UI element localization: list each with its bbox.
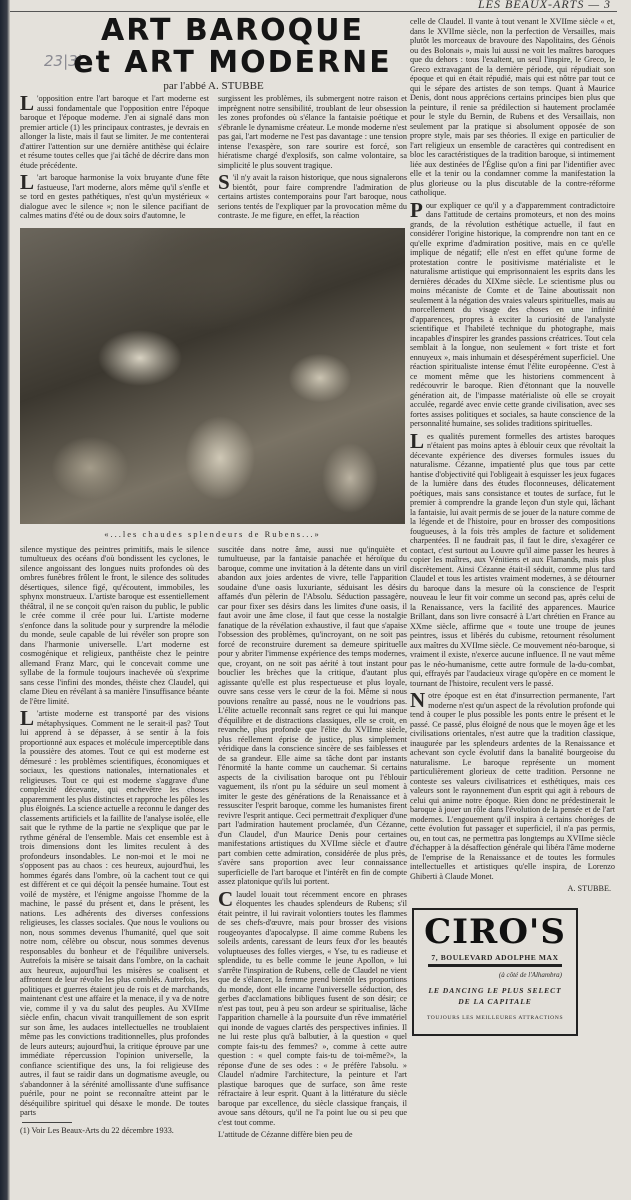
paragraph-text: 'artiste moderne est transporté par des visions métaphysiques. Comment ne le serait-il pas? Tout lui apprend à se dépasser, à se sentir à la fois proportionné aux espaces et molécule imperceptible dans la poussière des atomes. Tout ce qui est moderne est démesuré : les problèmes scientifiques, économiques et sociaux, les questions nationales, internationales et religieuses. Tout ce qui est moderne s'aggrave d'une complexité décevante, qui enchevêtre les choses apparemment les plus distinctes et rapproche les pôles les plus éloignés. La science actuelle a reconnu le danger des classements artificiels et la faillite de l'analyse isolée, elle sait que le rythme de la partie ne s'explique que par le rythme général de l'ensemble. Mais cet ensemble est à trois dimensions dont les limites reculent à des profondeurs insondables. Le non-moi et le moi ne s'opposent pas au chaos : ces heureux, aujourd'hui, les hommes égarés dans l'ombre, où la cachent tout ce qui est différent et ce qui déçoit la pensée humaine. Tout est voilé de mystère, et l'énigme angoisse l'homme de la machine, le passé du présent et, dans le présent, les nations. Les adhérents des diverses confessions religieuses, les classes sociales. Que nous le voulions ou non, nous sommes devenus l'humanité, quel que soit notre nom, célèbre ou obscur, nous sommes devenus responsables du bonheur et de l'équilibre universels. Autrefois la misère se taisait dans l'ombre, on la cachait aux heureux, aujourd'hui les misères se coalisent et affrontent de leur révolte les plus comblés. Autrefois, les politiques et guerres étaient jeu de rois et de marchands, maintenant c'est une affaire et la menace, il y va de notre vie, comme il y va du salut des peuples. Au XVIIme siècle enfin, chacun vivait tranquillement de son esprit sur son âme, les audaces intellectuelles ne troublaient même pas les convictions traditionnelles, plus profondes de leurs auteurs; aujourd'hui, la critique éprouve par une immédiate répercussion l'opinion universelle, la confiance scientifique des uns, la foi religieuse des autres, il faut se raidir dans un dogmatisme aveugle, ou s'abandonner à la sérénité amollissante d'une suffisance puérile, pour ne point se reconnaître atteint par le déséquilibre spirituel qui désaxe le monde. De toutes parts — [20, 709, 209, 1117]
paragraph-text: surgissent les problèmes, ils submergent notre raison et imprègnent notre sensibilité, troublant de leur obsession les zones profondes où s'élance la fantaisie poétique et s'ébranle le dynamisme créateur. Le monde moderne n'est pas gai, l'art moderne ne l'est pas davantage : une tension intense l'exaspère, son rare sourire est forcé, son hiératisme chargé d'explosifs, son calme volontaire, sa simplicité le plus souvent tragique. — [218, 94, 407, 170]
paragraph-text: celle de Claudel. Il vante à tout venant le XVIIme siècle « et, dans le XVIIme siècle, non la perfection de Versailles, mais plutôt les morceaux de bravoure des Napolitains, des Génois ou des Bolonais », mais lui aussi ne voit les maîtres baroques que du dehors : tous l'exaltent, un seul l'inspire, le Greco, le Greco extravagant de la dernière période, qui répudiait son époque et qui en était répudié, mais qui est nôtre par tout ce qui le sépare des artistes de son temps. Quant à Maurice Denis, dont nous apprécions certains principes bien plus que la peinture, il renie sa prédilection si hautement proclamée pour le style du Bernin, de Rubens et des Versaillais, non seulement par la pratique si absolument opposée de son propre style, mais par ses théories. Il exige en particulier de l'art religieux un ensemble de caractères qui contredisent en bloc les caractéristiques de la tradition baroque, si intimement liée aux destinées de l'Église qu'on a fini par l'identifier avec elle et la tenir ou la condamner comme la manifestation la plus glorieuse ou la plus discutable de la contre-réforme catholique. — [410, 17, 615, 197]
byline: par l'abbé A. STUBBE — [163, 80, 264, 92]
paragraph-text: suscitée dans notre âme, aussi nue qu'inquiète et tumultueuse, par la fantaisie panachée et héroïque du baroque, comme une invitation à la détente dans un viril abandon aux joies ardentes de vivre, telle l'apparition soudaine d'une oasis luxuriante, séduisant les désirs affamés d'un pèlerin de l'Absolu. Séduction passagère, car pour fixer ses désirs dans les limites d'une oasis, il faut avoir une âme close, il faut que cesse la nostalgie fanatique de la révélation exhaustive, il faut que s'apaise l'obsession des problèmes, qu'incroyant, on ne soit pas forcé de reconstruire durement sa demeure spirituelle pour y abriter l'immense expérience des temps modernes, que, croyant, on ne soit pas aérité à tout instant pour bouclier les brèches que la critique, d'autant plus agissante qu'elle est plus respectueuse et plus loyale, ouvre sans cesse vers le cœur de la foi. Même si nous pouvions renaître au passé, nous ne le voudrions pas. L'élite actuelle reconnaît sans regret ce qui lui manque d'équilibre et de distractions classiques, elle se croit, en revanche, plus profonde que l'élite du XVIIme siècle, plus réellement éprise de justice, plus simplement véridique dans la conscience sincère de ses faiblesses et de sa grandeur. Elle aime sa tâche dont par instants l'énormité la hante comme un cauchemar. Si certains aspects de la civilisation baroque ont pu l'éblouir vaguement, ils n'ont pu la séduire un seul moment à imiter le geste des générations de la Renaissance et à ressusciter l'esprit baroque, comme les humanistes firent revivre l'esprit antique. Ceci permettrait d'expliquer d'une part l'admiration hautement proclamée, d'un Cézanne, d'un Claudel, d'un Maurice Denis pour certaines manifestations artistiques du XVIIme siècle et d'autre part combien cette admiration, considérée de plus près, s'avère sans proportion avec leur connaissance superficielle de l'art baroque et l'intérêt en fin de compte assez platonique qu'ils lui portent. — [218, 544, 407, 886]
drop-cap: L — [20, 170, 35, 194]
paragraph-text: L'attitude de Cézanne diffère bien peu de — [218, 1130, 353, 1139]
paragraph-text: 'il n'y avait la raison historique, que nous signalerons bientôt, pour faire comprendre l'admiration de certains artistes contemporains pour l'art baroque, nous serions tentés de l'expliquer par la provocation même du contraste. Je me figure, en effet, la réaction — [218, 173, 407, 220]
column-top-middle — [218, 94, 407, 224]
handwritten-date: 23|3| — [44, 52, 83, 70]
footnote-rule — [22, 1122, 72, 1123]
paragraph — [20, 91, 209, 170]
drop-cap: N — [410, 688, 426, 712]
column-bottom-left-wrap — [20, 545, 209, 1143]
paragraph — [218, 94, 407, 170]
paragraph — [20, 545, 209, 707]
paragraph-text: 'opposition entre l'art baroque et l'art moderne est aussi fondamentale que l'opposition entre l'époque baroque et l'époque moderne. J'en ai signalé dans mon premier article (1) les principaux contrastes, je devrais en allonger la liste, mais il faut se limiter. Je me contenterai d'attirer l'attention sur une dernière antithèse qui éclaire et résume toutes celles que j'ai tâché de décrire dans mon étude précédente. — [20, 94, 209, 170]
ciros-advertisement — [412, 908, 578, 1036]
ad-tagline-line2: DE LA CAPITALE — [458, 996, 532, 1006]
scan-edge — [0, 0, 10, 1200]
paragraph — [410, 688, 615, 881]
paragraph — [218, 545, 407, 887]
drop-cap: L — [20, 706, 35, 730]
ad-rule — [428, 964, 562, 967]
title-block — [20, 0, 407, 94]
column-right — [410, 17, 615, 881]
paragraph — [20, 170, 209, 221]
drop-cap: C — [218, 886, 234, 911]
drop-cap: L — [20, 91, 35, 115]
drop-cap: S — [218, 170, 230, 194]
paragraph-text: 'art baroque harmonise la voix bruyante d'une fête fastueuse, l'art moderne, alors même qu'il s'enfle et se tord en gestes pathétiques, n'est qu'un mystérieux « dialogue avec le silence »; non le silence pacifiant de calmes matins d'été ou de doux soirs d'automne, le — [20, 173, 209, 220]
rubens-painting-image — [20, 228, 405, 524]
left-area — [20, 0, 407, 1143]
column-bottom-left — [20, 545, 209, 1118]
top-columns — [20, 91, 407, 224]
ad-aside: (à côté de l'Alhambra) — [498, 970, 562, 979]
drop-cap: L — [410, 428, 425, 453]
paragraph — [410, 197, 615, 429]
running-header: LES BEAUX-ARTS — 3 — [478, 0, 611, 11]
signature: A. STUBBE. — [567, 884, 611, 893]
column-top-left — [20, 91, 209, 224]
paragraph — [218, 1130, 407, 1140]
ad-address: 7, BOULEVARD ADOLPHE MAX — [431, 952, 559, 962]
paragraph — [410, 428, 615, 689]
paragraph-text: otre époque est en état d'insurrection permanente, l'art moderne n'est qu'un aspect de la révolution profonde qui tend à couper le plus possible les ponts entre le présent et le passé. Ce passé, plus éloigné de nous que le moyen âge et les civilisations orientales, n'est autre que la tradition classique, inaugurée par les splendeurs ardentes de la Renaissance et achevant son cycle évolutif dans la banalité bourgeoise du naturalisme. Le baroque représente un moment particulièrement glorieux de cette tradition. Personne ne conteste ses valeurs civilisatrices et esthétiques, mais ces valeurs sont le rayonnement d'un esprit qui agit à rebours de celui qui anime notre époque. Rien donc ne prédestinerait le baroque à jouer un rôle dans l'évolution de la pensée et de l'art modernes. L'engouement qu'il inspira à certains chorèges de cette évolution fut passager et superficiel, il n'a pas permis, ou, en tout cas, ne permettra pas longtemps au XVIIme siècle d'échapper à la désaffection générale qui libéra l'âme moderne de l'emprise de la Renaissance et de toutes les formules intellectuelles et artistiques qu'elle inspira, de Lorenzo Ghiberti à Claude Monet. — [410, 691, 615, 881]
paragraph-text: silence mystique des peintres primitifs, mais le silence tumultueux des océans d'où bondissent les cyclones, le silence angoissant des longues nuits profondes où des ombres funèbres frôlent le front, le silence des solitudes désertiques, silence figé, qu'écoutent, immobiles, les sphynx monstrueux. L'artiste baroque est essentiellement théâtral, il ne se conçoit qu'en raison du public, le public le crée comme il crée pour lui. L'artiste moderne s'enfonce dans la solitude pour y surprendre la mélodie du monde, seule capable de lui révéler son propre son dans l'harmonie universelle. L'art moderne est cosmogénique et religieux, panthéiste chez le peintre allemand Franz Marc, qui le concevait comme une syllabe de la formule toujours inachevée où s'exprime sans cesse l'infini des mondes, théiste chez Claudel, qui clame Dieu en révélant à sa manière l'insuffisance béante de l'être limité. — [20, 544, 209, 706]
image-caption: «...les chaudes splendeurs de Rubens...» — [104, 528, 321, 539]
ad-tagline — [414, 985, 576, 1007]
right-area — [410, 17, 615, 1036]
article-title-line1: ART BAROQUE — [101, 13, 364, 48]
paragraph — [218, 886, 407, 1128]
paragraph — [20, 706, 209, 1118]
ad-brand: CIRO'S — [424, 911, 566, 952]
article-title-line2: et ART MODERNE — [73, 45, 392, 80]
paragraph-text: laudel louait tout récemment encore en phrases éloquentes les chaudes splendeurs de Rubens; s'il était peintre, il lui ravirait volontiers toutes les flammes de ses chefs-d'œuvre, mais pour brosser des visions rougeoyantes d'apocalypse. Il aime comme Rubens les soleils ardents, caressant de leurs feux d'or les beautés voluptueuses des folles vierges, « Yse, tu es radieuse et splendide, tu es belle comme le jeune Apollon, » lui s'arrête l'inspiration de Rubens, celle de Claudel ne vient que de s'élancer, la femme prend bientôt les proportions du monde, dont elle incarne l'universelle séduction, des gerbes d'acclamations bibliques fusent de son désir; ce n'est pas tout, peu à peu son ardeur se spiritualise, lâche l'apparition charnelle à la poursuite d'un rêve immatériel qui inonde de vagues clartés des perspectives infinies. Il ne lui reste plus qu'à balbutier, à la question « quel compte fais-tu des femmes? », comme à cette autre question : « quel compte fais-tu de toi-même?», la réponse d'une de ses odes : « Je préfère l'absolu. » Claudel n'admire l'architecture, la peinture et l'art plastique baroques que de surface, son âme reste réfractaire à leur esprit. Quant à la littérature du siècle baroque par excellence, du siècle classique français, il avoue sans détours, qu'il ne l'a point lue ou si peu que c'est tout comme. — [218, 889, 407, 1127]
ad-tagline-line1: LE DANCING LE PLUS SELECT — [428, 985, 562, 995]
footnote: (1) Voir Les Beaux-Arts du 22 décembre 1933. — [20, 1125, 174, 1135]
paragraph-text: es qualités purement formelles des artistes baroques n'étaient pas moins aptes à éblouir ceux que révoltait la décevante expérience des diverses formules issues du naturalisme. Cézanne, impatienté plus que tous par cette hantise d'objectivité qui l'obligeait à esquisser les jeux fugaces de la lumière dans des études floconneuses, délicatement poétiques, mais sans consistance et toutes de surface, fut le premier à comprendre la grande leçon d'un style qui, lâchant la fantaisie, lui avait permis de se jouer de la nature comme de la légende et de l'histoire, pour en brosser des compositions fougueuses, à la fois très amples de facture et solidement charpentées. Il ne faudrait pas, il faut le dire, s'exagérer ce contact, c'est surtout au Louvre qu'il aime passer les heures à copier les maîtres, aux Vénitiens et aux Flamands, mais plus discrètement. Ainsi Cézanne était-il séduit, comme plus tard Claudel et tous les artistes vraiment modernes, à se détourner du baroque dans la mesure où la conscience de l'esprit nouveau le leur fit voir comme un second pas, après celui de la Renaissance, vers la facilité des apparences. Maurice Brillant, dans son livre consacré à L'art chrétien en France au XXme siècle, affirme que « toute une troupe de jeunes peintres, issus et libérés du cubisme, retournent résolument aux maîtres du XVIIme siècle. Ce mouvement néo-baroque, si vraiment il existe, n'exerce aucune influence. Il ne vaut même pas le néo-humanisme, cette autre formule de la-du-combat, qui, effrayés par l'audacieux virage qu'opère en ce moment le tournant de l'histoire, reculent vers le passé. — [410, 431, 615, 688]
ad-attractions: TOUJOURS LES MEILLEURES ATTRACTIONS — [426, 1014, 564, 1021]
drop-cap: P — [410, 197, 423, 222]
paragraph-text: our expliquer ce qu'il y a d'apparemment contradictoire dans l'attitude de certains promoteurs, et non des moins grands, de la révolution esthétique actuelle, il faut en considérer l'origine historique, la comprendre non tant en ce qu'elle exprime d'admiration positive, mais en ce qu'elle implique de négatif; elle n'est en effet qu'une forme de protestation contre le positivisme matérialiste et le naturalisme artistique qui emprisonnaient les esprits dans les dernières décades du XIXme siècle. Le scientisme plus ou moins mécaniste de Comte et de Taine aboutissait non seulement à la négation des vraies valeurs spirituelles, mais au morcellement du visage des choses en une infinité d'apparences, propres à exciter la curiosité de l'analyste scientifique et l'habileté technique du photographe, mais incapables d'inspirer les grandes passions créatrices. Tout cela semblait à la longue, non seulement « fort triste et fort ennuyeux », mais inhumain et désespérément superficiel. Une réaction spiritualiste intense émut l'élite européenne. C'est à ce moment même que les historiens commencent à redécouvrir le baroque. Rien d'étonnant que la nouvelle génération ait, de l'impasse matérialiste où elle se croyait acculée, regardé avec envie cette grande civilisation, avec ses fortes assises politiques et sociales, sa haute conscience de la personnalité humaine, ses solides traditions spirituelles. — [410, 200, 615, 428]
bottom-columns — [20, 545, 407, 1143]
paragraph — [410, 17, 615, 198]
paragraph — [218, 170, 407, 221]
column-bottom-middle — [218, 545, 407, 1143]
